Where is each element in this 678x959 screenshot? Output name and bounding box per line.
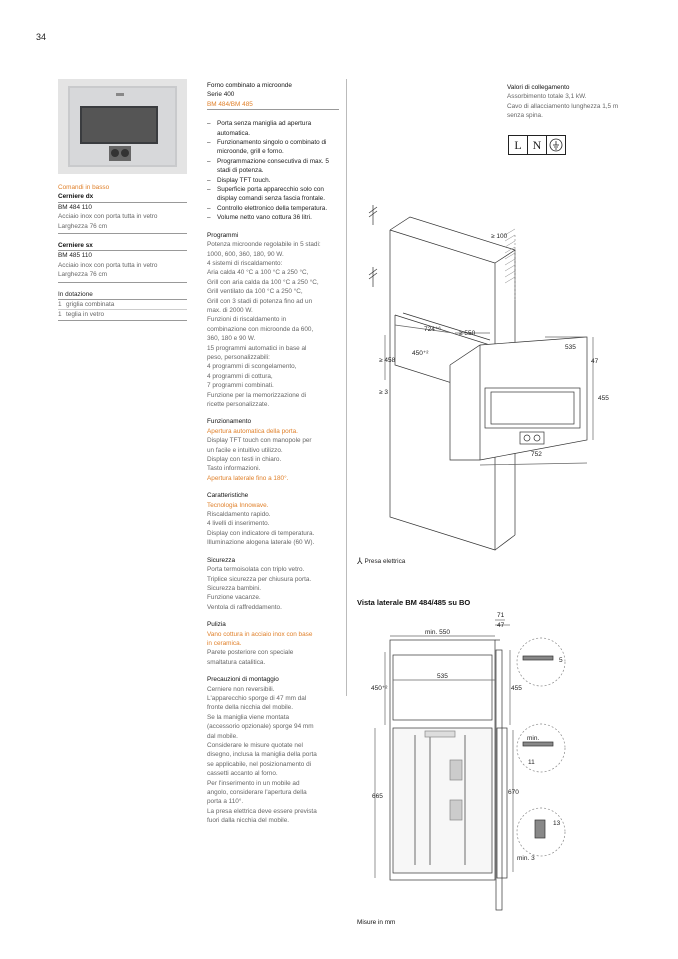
dim-label: 670 [508, 789, 519, 796]
dim-label: 724⁺⁶ [424, 326, 441, 333]
dim-label: 11 [528, 759, 535, 766]
features-highlight: Tecnologia Innowave. [207, 501, 269, 509]
cleaning-highlight: Vano cottura in acciaio inox con base in ceramica. [207, 630, 313, 647]
hinge-left-title: Cerniere sx [58, 242, 93, 250]
feature-item: – Volume netto vano cottura 36 litri. [207, 213, 339, 222]
dim-label: 71 [497, 612, 505, 619]
feature-item: – Superficie porta apparecchio solo con display comandi senza fascia frontale. [207, 185, 339, 204]
product-series: Serie 400 [207, 91, 235, 99]
plug-n-symbol: N [528, 135, 547, 155]
dim-label: 13 [553, 820, 561, 827]
dim-label: min. 3 [517, 855, 535, 862]
dim-label: 665 [372, 793, 383, 800]
installation-drawing [355, 205, 645, 555]
feature-item: – Display TFT touch. [207, 176, 339, 185]
dim-label: 5 [559, 657, 563, 664]
included-title: In dotazione [58, 290, 93, 298]
feature-list [207, 119, 339, 222]
programs-text: Potenza microonde regolabile in 5 stadi: 1000, 600, 360, 180, 90 W. 4 sistemi di riscaldamento: Aria calda 40 °C a 100 °C a 250 °C, Grill con aria calda da 100 °C a 250 °C, Grill ventilato da 100 °C a 250 °C, Grill con 3 stadi di potenza fino ad un max. di 2000 W. Funzioni di riscaldamento in combinazione con microonde da 600, 360, 180 e 90 W. 15 programmi automatici in base al peso, personalizzabili: 4 programmi di scongelamento, 4 programmi di cottura, 7 programmi combinati. Funzione per la memorizzazione di ricette personalizzate. [207, 241, 321, 408]
dim-label: 450⁺² [412, 350, 429, 357]
dim-label: 47 [497, 622, 505, 629]
operation-title: Funzionamento [207, 418, 252, 426]
product-photo [58, 79, 187, 174]
hinge-right-model: BM 484 110 [58, 203, 92, 211]
ground-icon [547, 135, 566, 155]
plug-l-symbol: L [508, 135, 528, 155]
side-view-title: Vista laterale BM 484/485 su BO [357, 598, 471, 607]
connection-text: Assorbimento totale 3,1 kW. Cavo di allacciamento lunghezza 1,5 m senza spina. [507, 93, 619, 120]
controls-label: Comandi in basso [58, 184, 110, 191]
install-text: Cerniere non reversibili. L'apparecchio sporge di 47 mm dal fronte della nicchia del mobile. Se la maniglia viene montata (accessorio opzionale) sporge 94 mm dal mobile. Considerare le misure quotate nel disegno, inclusa la maniglia della porta se applicabile, nel posizionamento di cassetti accanto al forno. Per l'inserimento in un mobile ad angolo, considerare l'apertura della porta a 110°. La presa elettrica deve essere prevista fuori dalla nicchia del mobile. [207, 685, 317, 825]
safety-text: Porta termoisolata con triplo vetro. Triplice sicurezza per chiusura porta. Sicurezza bambini. Funzione vacanze. Ventola di raffreddamento. [207, 566, 312, 611]
feature-item: – Porta senza maniglia ad apertura automatica. [207, 119, 339, 138]
dim-label: 47 [591, 358, 599, 365]
operation-highlight: Apertura laterale fino a 180°. [207, 474, 289, 482]
dim-label: 455 [598, 395, 609, 402]
hinge-left-model: BM 485 110 [58, 252, 92, 260]
plug-symbols [508, 135, 566, 155]
cleaning-title: Pulizia [207, 621, 226, 629]
features-title: Caratteristiche [207, 492, 249, 500]
install-title: Precauzioni di montaggio [207, 676, 279, 684]
dim-label: 535 [437, 673, 448, 680]
hinge-right-desc: Acciaio inox con porta tutta in vetro [58, 213, 158, 221]
included-item: 1 griglia combinata [58, 301, 115, 309]
operation-text: Display TFT touch con manopole per un facile e intuitivo utilizzo. Display con testi in chiaro. Tasto informazioni. [207, 437, 312, 473]
product-title: Forno combinato a microonde [207, 82, 292, 89]
features-text: Riscaldamento rapido. 4 livelli di inserimento. Display con indicatore di temperatura. Illuminazione alogena laterale (60 W). [207, 511, 315, 547]
page-number: 34 [36, 32, 47, 42]
feature-item: – Controllo elettronico della temperatura. [207, 204, 339, 213]
dim-label: ≥ 550 [459, 330, 476, 337]
side-view-drawing [355, 610, 655, 915]
cleaning-text: Parete posteriore con speciale smaltatura catalitica. [207, 649, 294, 666]
connection-title: Valori di collegamento [507, 84, 570, 91]
dim-label: 535 [565, 344, 576, 351]
hinge-left-width: Larghezza 76 cm [58, 271, 108, 279]
hinge-left-desc: Acciaio inox con porta tutta in vetro [58, 261, 158, 269]
socket-icon: ⅄ [357, 556, 363, 566]
measures-note: Misure in mm [357, 919, 396, 926]
dim-label: ≥ 458 [379, 357, 396, 364]
hinge-right-width: Larghezza 76 cm [58, 222, 108, 230]
dim-label: 752 [531, 451, 542, 458]
feature-item: – Funzionamento singolo o combinato di microonde, grill e forno. [207, 138, 339, 157]
dim-label: 450⁺² [371, 685, 388, 692]
socket-legend: ⅄ Presa elettrica [357, 556, 406, 566]
safety-title: Sicurezza [207, 556, 236, 564]
feature-item: – Programmazione consecutiva di max. 5 stadi di potenza. [207, 157, 339, 176]
product-model: BM 484/BM 485 [207, 100, 253, 108]
operation-highlight: Apertura automatica della porta. [207, 427, 298, 435]
hinge-right-title: Cerniere dx [58, 193, 94, 201]
dim-label: 455 [511, 685, 522, 692]
dim-label: min. 550 [425, 629, 450, 636]
dim-label: ≥ 3 [379, 389, 388, 396]
dim-label: min. [527, 735, 540, 742]
dim-label: ≥ 100 [491, 233, 508, 240]
included-item: 1 teglia in vetro [58, 311, 105, 319]
programs-title: Programmi [207, 231, 239, 239]
